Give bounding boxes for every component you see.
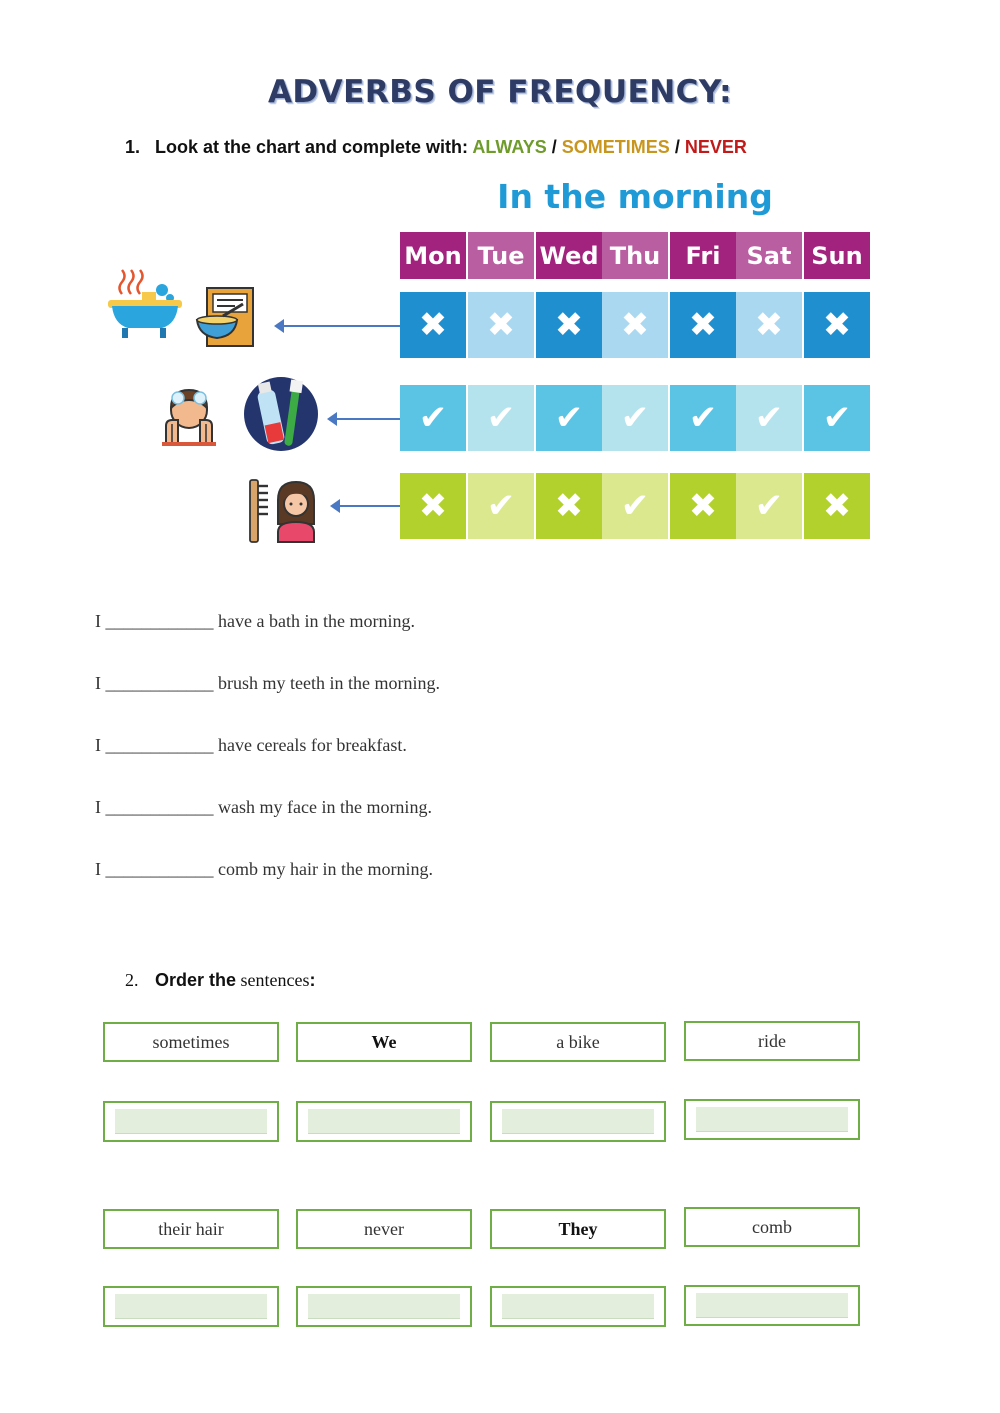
comb-icon [247,478,271,544]
word-sometimes: SOMETIMES [561,137,670,157]
check-mark-icon: ✔ [736,385,802,451]
sentence-4: I ____________ wash my face in the morning. [95,797,432,817]
check-mark-icon: ✔ [804,385,870,451]
word-card[interactable]: We [296,1022,472,1062]
cross-mark-icon: ✖ [670,473,736,539]
check-mark-icon: ✔ [736,473,802,539]
toothbrush-icon [242,374,320,454]
word-always: ALWAYS [472,137,547,157]
frequency-chart [398,175,872,549]
cross-mark-icon: ✖ [400,473,466,539]
girl-icon [274,480,318,544]
day-header-sun: Sun [804,232,870,279]
cross-mark-icon: ✖ [536,292,602,358]
arrow-row-2 [335,418,400,420]
instruction-bold: Order the [155,970,237,990]
word-card[interactable]: sometimes [103,1022,279,1062]
day-header-tue: Tue [468,232,534,279]
separator: / [551,137,557,157]
check-mark-icon: ✔ [468,473,534,539]
arrow-row-1 [282,325,400,327]
answer-slot[interactable] [103,1101,279,1142]
answer-slot[interactable] [490,1286,666,1327]
cross-mark-icon: ✖ [468,292,534,358]
chart-title: In the morning [497,177,773,216]
sentence-1: I ____________ have a bath in the morning. [95,611,415,631]
day-header-mon: Mon [400,232,466,279]
separator: / [674,137,680,157]
answer-slot[interactable] [490,1101,666,1142]
cross-mark-icon: ✖ [670,292,736,358]
face-wash-icon [158,386,220,448]
day-header-fri: Fri [670,232,736,279]
check-mark-icon: ✔ [468,385,534,451]
answer-slot[interactable] [684,1285,860,1326]
word-card[interactable]: never [296,1209,472,1249]
cross-mark-icon: ✖ [400,292,466,358]
word-never: NEVER [684,137,747,157]
cross-mark-icon: ✖ [804,473,870,539]
word-card[interactable]: a bike [490,1022,666,1062]
cereal-bowl-icon [195,286,257,348]
sentence-5: I ____________ comb my hair in the morning. [95,859,433,879]
cross-mark-icon: ✖ [602,292,668,358]
check-mark-icon: ✔ [536,385,602,451]
check-mark-icon: ✔ [602,473,668,539]
word-card[interactable]: their hair [103,1209,279,1249]
cross-mark-icon: ✖ [804,292,870,358]
arrow-row-3 [338,505,400,507]
sentence-3: I ____________ have cereals for breakfast. [95,735,407,755]
cross-mark-icon: ✖ [736,292,802,358]
check-mark-icon: ✔ [670,385,736,451]
day-header-sat: Sat [736,232,802,279]
bathtub-icon [104,262,184,344]
page-title: ADVERBS OF FREQUENCY: [267,74,733,110]
day-header-thu: Thu [602,232,668,279]
exercise-2-instruction [125,970,316,991]
answer-slot[interactable] [296,1286,472,1327]
check-mark-icon: ✔ [602,385,668,451]
instruction-rest: sentences [236,970,310,990]
answer-slot[interactable] [296,1101,472,1142]
word-card[interactable]: They [490,1209,666,1249]
word-card[interactable]: comb [684,1207,860,1247]
answer-slot[interactable] [684,1099,860,1140]
word-card[interactable]: ride [684,1021,860,1061]
sentence-2: I ____________ brush my teeth in the morning. [95,673,440,693]
cross-mark-icon: ✖ [536,473,602,539]
instruction-colon: : [309,970,316,990]
exercise-number: 1. [125,137,141,157]
day-header-wed: Wed [536,232,602,279]
instruction-text: Look at the chart and complete with: [155,137,469,157]
exercise-number: 2. [125,970,139,990]
check-mark-icon: ✔ [400,385,466,451]
exercise-1-instruction [125,137,747,158]
answer-slot[interactable] [103,1286,279,1327]
